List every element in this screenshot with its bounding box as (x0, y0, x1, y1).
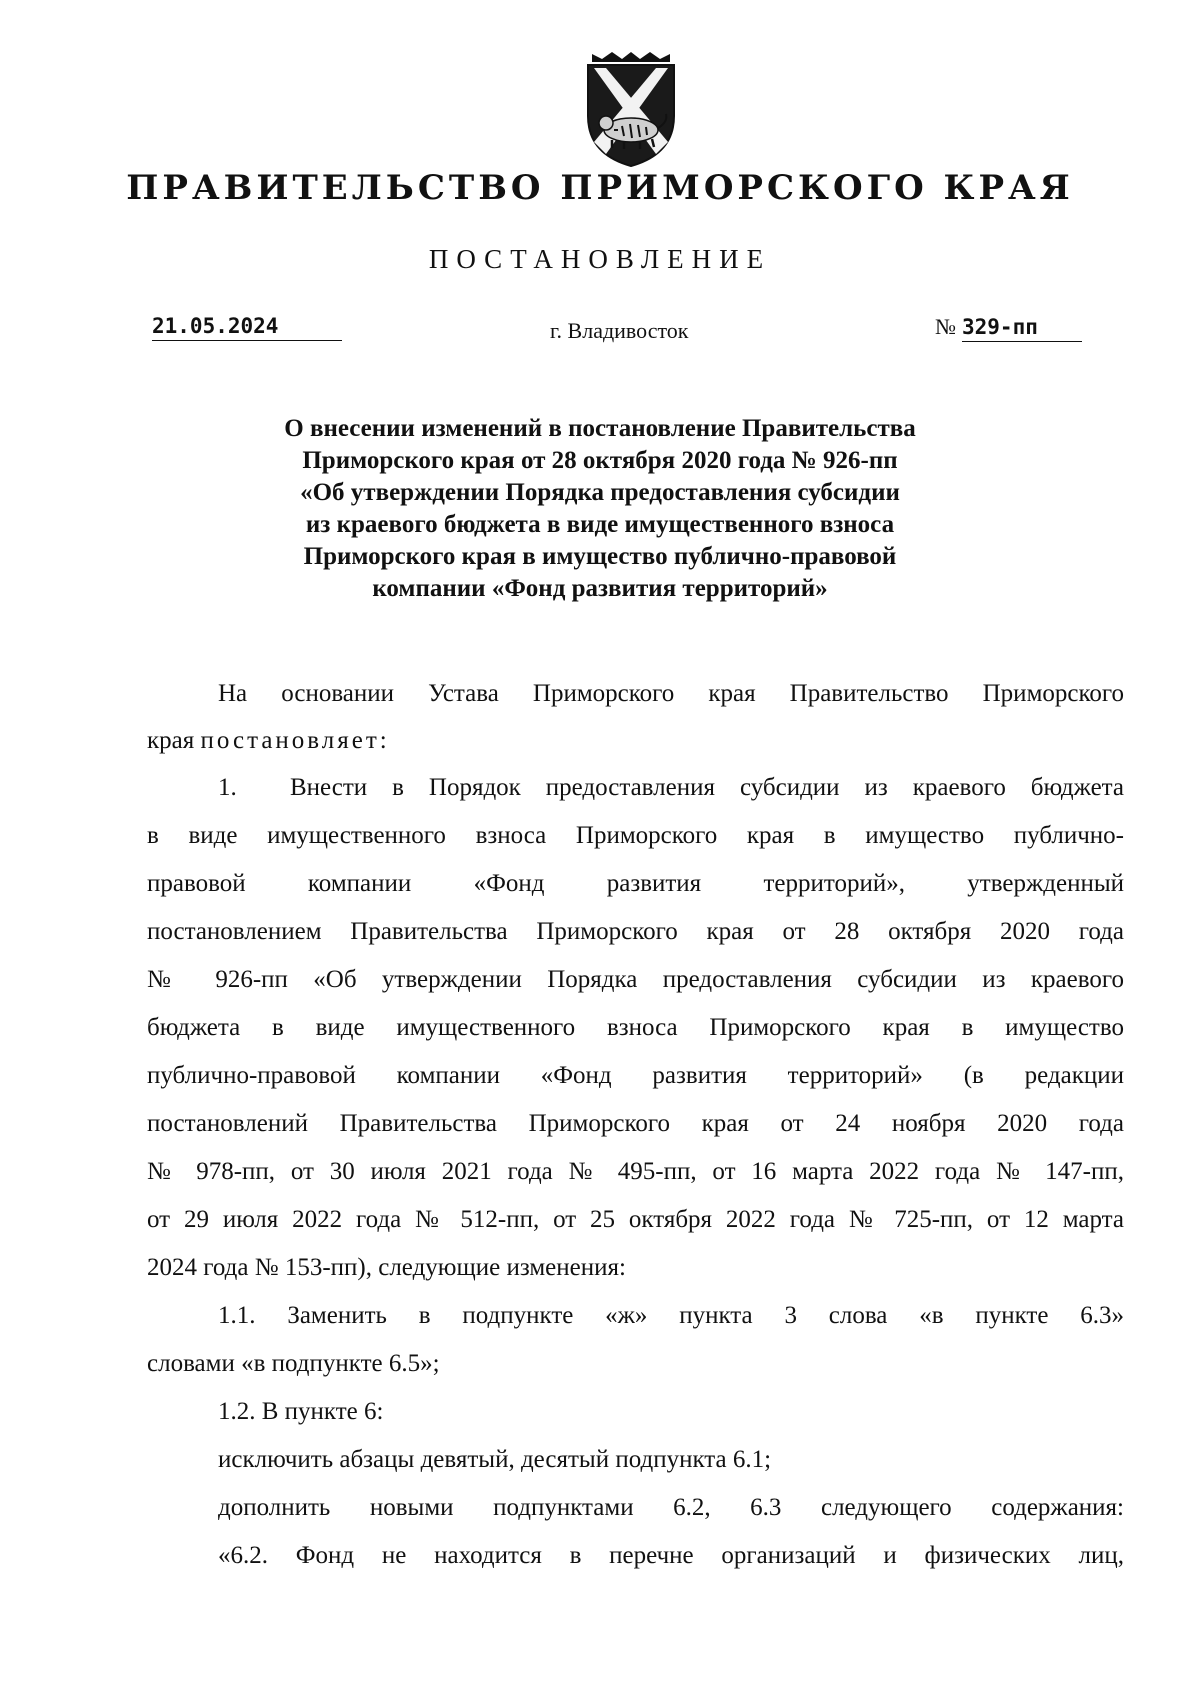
body-line: № 978-пп, от 30 июля 2021 года № 495-пп, от 16 марта 2022 года № 147-пп, (147, 1158, 1124, 1185)
document-number: 329-пп (962, 315, 1082, 342)
title-line: компании «Фонд развития территорий» (372, 575, 828, 602)
body-line: правовой компании «Фонд развития территорий», утвержденный (147, 870, 1124, 897)
document-date: 21.05.2024 (152, 314, 342, 341)
body-line: от 29 июля 2022 года № 512-пп, от 25 октября 2022 года № 725-пп, от 12 марта (147, 1206, 1124, 1233)
body-line (147, 727, 1124, 755)
body-line: № 926-пп «Об утверждении Порядка предоставления субсидии из краевого (147, 966, 1124, 993)
body-line: 2024 года № 153-пп), следующие изменения: (147, 1254, 626, 1281)
body-line: бюджета в виде имущественного взноса Приморского края в имущество (147, 1014, 1124, 1041)
body-line: дополнить новыми подпунктами 6.2, 6.3 следующего содержания: (218, 1494, 1124, 1521)
body-line: постановлением Правительства Приморского края от 28 октября 2020 года (147, 918, 1124, 945)
body-line: публично-правовой компании «Фонд развития территорий» (в редакции (147, 1062, 1124, 1089)
number-sign: № (935, 314, 956, 339)
body-line: Внести в Порядок предоставления субсидии из краевого бюджета (290, 774, 1124, 801)
document-title (200, 413, 1000, 605)
title-line: из краевого бюджета в виде имущественного взноса (305, 511, 895, 538)
body-line: 1.2. В пункте 6: (218, 1398, 384, 1425)
title-line: «Об утверждении Порядка предоставления субсидии (300, 479, 900, 506)
coat-of-arms-icon (582, 52, 680, 168)
body-line: в виде имущественного взноса Приморского края в имущество публично- (147, 822, 1124, 849)
resolves-word: постановляет: (200, 727, 390, 754)
item-number: 1. (218, 774, 237, 801)
body-line: исключить абзацы девятый, десятый подпункта 6.1; (218, 1446, 772, 1473)
title-line: О внесении изменений в постановление Правительства (284, 415, 916, 442)
title-line: Приморского края в имущество публично-правовой (303, 543, 897, 570)
preamble-start: края (147, 727, 201, 754)
document-type: ПОСТАНОВЛЕНИЕ (428, 244, 772, 274)
document-city: г. Владивосток (550, 318, 689, 343)
government-name: ПРАВИТЕЛЬСТВО ПРИМОРСКОГО КРАЯ (126, 168, 1074, 208)
document-number-block (935, 314, 1082, 342)
body-line: 1.1. Заменить в подпункте «ж» пункта 3 слова «в пункте 6.3» (218, 1302, 1124, 1329)
body-line: «6.2. Фонд не находится в перечне организаций и физических лиц, (218, 1542, 1124, 1569)
body-line: постановлений Правительства Приморского края от 24 ноября 2020 года (147, 1110, 1124, 1137)
title-line: Приморского края от 28 октября 2020 года № 926-пп (302, 447, 898, 474)
body-line: На основании Устава Приморского края Правительство Приморского (218, 680, 1124, 707)
body-line: словами «в подпункте 6.5»; (147, 1350, 440, 1377)
